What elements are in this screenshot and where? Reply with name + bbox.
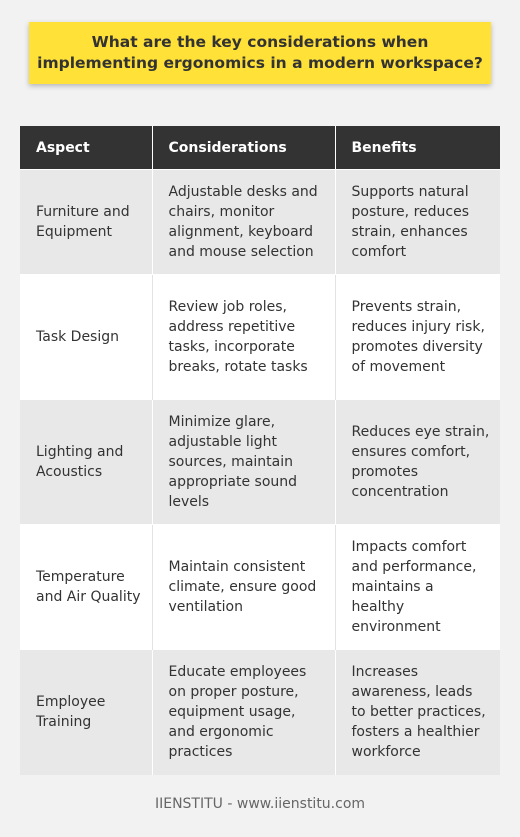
header-benefits: Benefits [335, 126, 500, 170]
table-row [20, 170, 500, 275]
title-banner [29, 22, 491, 84]
cell-benefits: Prevents strain, reduces injury risk, promotes diversity of movement [335, 275, 500, 400]
header-considerations: Considerations [152, 126, 335, 170]
cell-aspect: Temperature and Air Quality [20, 525, 152, 650]
table-header-row [20, 126, 500, 170]
cell-aspect: Task Design [20, 275, 152, 400]
cell-benefits: Reduces eye strain, ensures comfort, promotes concentration [335, 400, 500, 525]
cell-considerations: Minimize glare, adjustable light sources, maintain appropriate sound levels [152, 400, 335, 525]
cell-benefits: Impacts comfort and performance, maintains a healthy environment [335, 525, 500, 650]
cell-benefits: Increases awareness, leads to better practices, fosters a healthier workforce [335, 650, 500, 775]
cell-aspect: Lighting and Acoustics [20, 400, 152, 525]
cell-considerations: Educate employees on proper posture, equipment usage, and ergonomic practices [152, 650, 335, 775]
page-title: What are the key considerations when implementing ergonomics in a modern workspace? [37, 33, 483, 72]
cell-considerations: Review job roles, address repetitive tasks, incorporate breaks, rotate tasks [152, 275, 335, 400]
table-row [20, 400, 500, 525]
cell-considerations: Adjustable desks and chairs, monitor alignment, keyboard and mouse selection [152, 170, 335, 275]
table-row [20, 275, 500, 400]
ergonomics-table [20, 126, 500, 775]
cell-aspect: Furniture and Equipment [20, 170, 152, 275]
cell-considerations: Maintain consistent climate, ensure good ventilation [152, 525, 335, 650]
header-aspect: Aspect [20, 126, 152, 170]
footer-credit: IIENSTITU - www.iienstitu.com [154, 796, 366, 812]
cell-benefits: Supports natural posture, reduces strain, enhances comfort [335, 170, 500, 275]
cell-aspect: Employee Training [20, 650, 152, 775]
table-row [20, 525, 500, 650]
table-row [20, 650, 500, 775]
